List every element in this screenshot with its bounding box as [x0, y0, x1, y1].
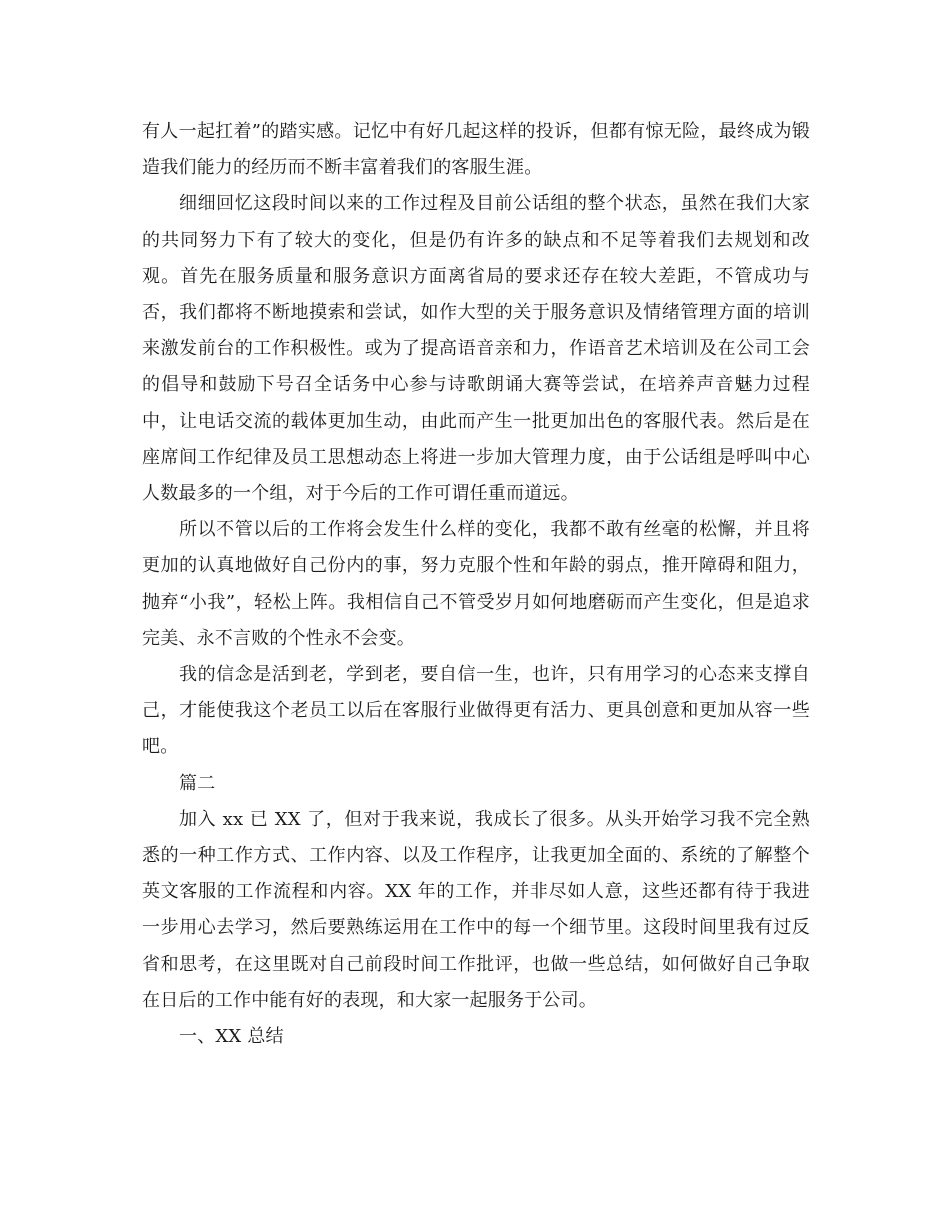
paragraph-3: 所以不管以后的工作将会发生什么样的变化，我都不敢有丝毫的松懈，并且将更加的认真地做好自己份内的事，努力克服个性和年龄的弱点，推开障碍和阻力，抛弃“小我”，轻松上阵。我相信自己不管受岁月如何地磨砺而产生变化，但是追求完美、永不言败的个性永不会变。: [142, 519, 810, 649]
section-heading-part-two: 篇二: [179, 772, 216, 794]
paragraph-2: 细细回忆这段时间以来的工作过程及目前公话组的整个状态，虽然在我们大家的共同努力下有了较大的变化，但是仍有许多的缺点和不足等着我们去规划和改观。首先在服务质量和服务意识方面离省局的要求还存在较大差距，不管成功与否，我们都将不断地摸索和尝试，如作大型的关于服务意识及情绪管理方面的培训来激发前台的工作积极性。或为了提高语音亲和力，作语音艺术培训及在公司工会的倡导和鼓励下号召全话务中心参与诗歌朗诵大赛等尝试，在培养声音魅力过程中，让电话交流的载体更加生动，由此而产生一批更加出色的客服代表。然后是在座席间工作纪律及员工思想动态上将进一步加大管理力度，由于公话组是呼叫中心人数最多的一个组，对于今后的工作可谓任重而道远。: [142, 193, 810, 505]
paragraph-1: 有人一起扛着”的踏实感。记忆中有好几起这样的投诉，但都有惊无险，最终成为锻造我们能力的经历而不断丰富着我们的客服生涯。: [142, 121, 810, 179]
section-heading-summary: 一、XX 总结: [179, 1026, 284, 1048]
paragraph-4: 我的信念是活到老，学到老，要自信一生，也许，只有用学习的心态来支撑自己，才能使我这个老员工以后在客服行业做得更有活力、更具创意和更加从容一些吧。: [142, 664, 810, 758]
paragraph-5: 加入 xx 已 XX 了，但对于我来说，我成长了很多。从头开始学习我不完全熟悉的一种工作方式、工作内容、以及工作程序，让我更加全面的、系统的了解整个英文客服的工作流程和内容。XX 年的工作，并非尽如人意，这些还都有待于我进一步用心去学习，然后要熟练运用在工作中的每一个细节里。这段时间里我有过反省和思考，在这里既对自己前段时间工作批评，也做一些总结，如何做好自己争取在日后的工作中能有好的表现，和大家一起服务于公司。: [142, 808, 810, 1011]
document-body: [142, 114, 810, 1055]
